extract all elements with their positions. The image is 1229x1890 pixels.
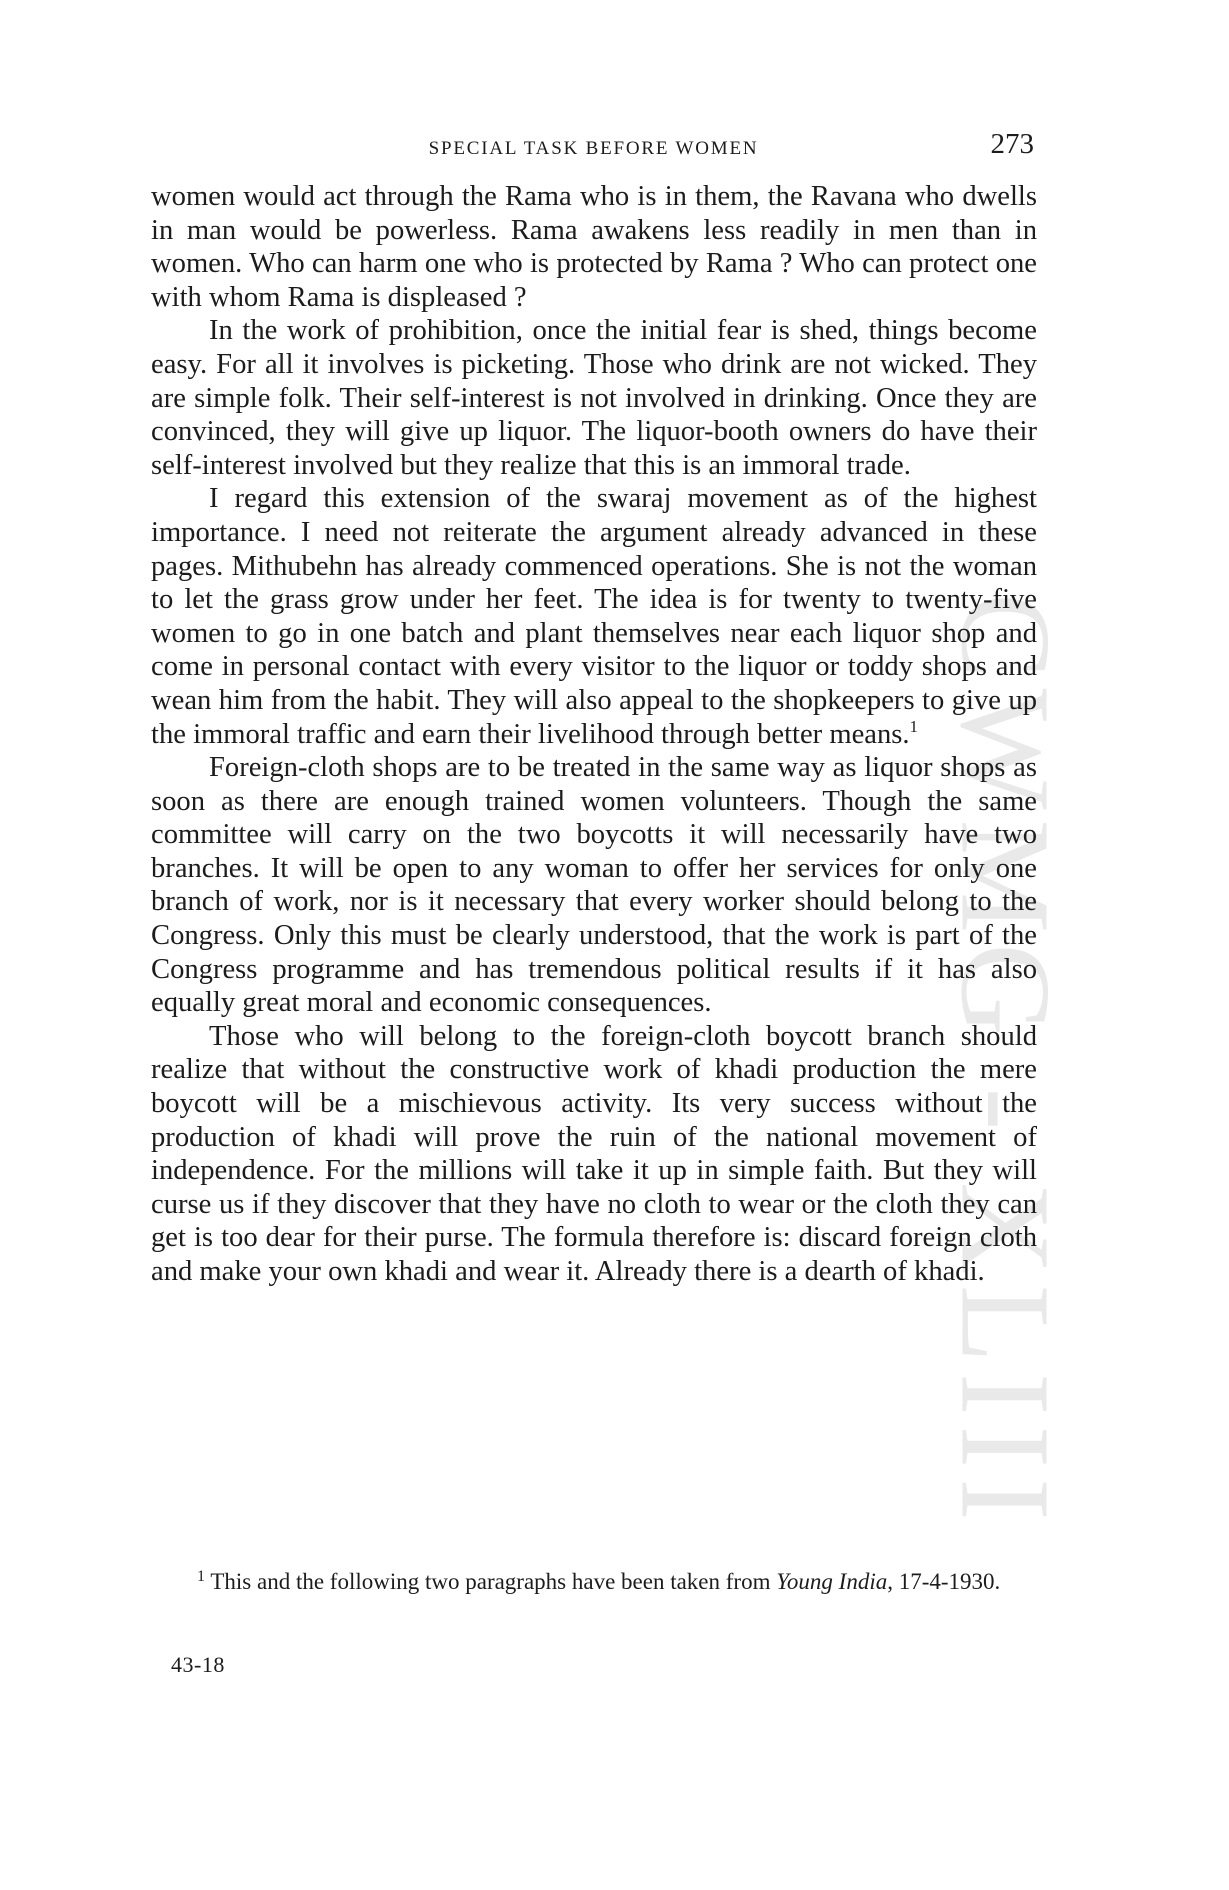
running-header xyxy=(151,128,1036,168)
paragraph-3-text: I regard this extension of the swaraj movement as of the highest importance. I need not reiterate the argument already advanced in these pages. Mithubehn has already commenced operations. She is not the woman to let the grass grow under her feet. The idea is for twenty to twenty-five women to go in one batch and plant themselves near each liquor shop and come in personal contact with every visitor to the liquor or toddy shops and wean him from the habit. They will also appeal to the shopkeepers to give up the immoral traffic and earn their livelihood through better means. xyxy=(151,483,1037,750)
paragraph-2: In the work of prohibition, once the initial fear is shed, things become easy. For all it involves is picketing. Those who drink are not wicked. They are simple folk. Their self-interest is not involved in drinking. Once they are convinced, they will give up liquor. The liquor-booth owners do have their self-interest involved but they realize that this is an immoral trade. xyxy=(151,315,1037,481)
footnote-paragraph xyxy=(159,1567,1045,1597)
footnote-source: Young India xyxy=(776,1569,888,1594)
paragraph-1: women would act through the Rama who is in them, the Ravana who dwells in man would be powerless. Rama awakens less readily in men than in women. Who can harm one who is protected by Rama ? Who can protect one with whom Rama is displeased ? xyxy=(151,181,1037,313)
footnote-text: This and the following two paragraphs have been taken from xyxy=(210,1569,777,1594)
paragraph-4: Foreign-cloth shops are to be treated in the same way as liquor shops as soon as there are enough trained women volunteers. Though the same committee will carry on the two boycotts it will necessarily have two branches. It will be open to any woman to offer her services for only one branch of work, nor is it necessary that every worker should belong to the Congress. Only this must be clearly understood, that the work is part of the Congress programme and has tremendous political results if it has also equally great moral and economic consequences. xyxy=(151,752,1037,1019)
running-title: SPECIAL TASK BEFORE WOMEN xyxy=(428,138,759,159)
paragraph-3 xyxy=(151,482,1037,751)
footnote xyxy=(159,1567,1045,1597)
body-text xyxy=(151,180,1037,1289)
paragraph-5: Those who will belong to the foreign-cloth boycott branch should realize that without the constructive work of khadi production the mere boycott will be a mischievous activity. Its very success without the production of khadi will prove the ruin of the national movement of independence. For the millions will take it up in simple faith. But they will curse us if they discover that they have no cloth to wear or the cloth they can get is too dear for their purse. The formula therefore is: discard foreign cloth and make your own khadi and wear it. Already there is a dearth of khadi. xyxy=(151,1020,1037,1287)
footnote-marker: 1 xyxy=(909,716,919,736)
sheet-mark: 43-18 xyxy=(171,1652,225,1677)
footnote-date: , 17-4-1930. xyxy=(887,1569,1001,1594)
watermark: CWMG - XLIII xyxy=(934,593,1077,1531)
footnote-number: 1 xyxy=(197,1568,205,1585)
page-number: 273 xyxy=(990,128,1034,160)
